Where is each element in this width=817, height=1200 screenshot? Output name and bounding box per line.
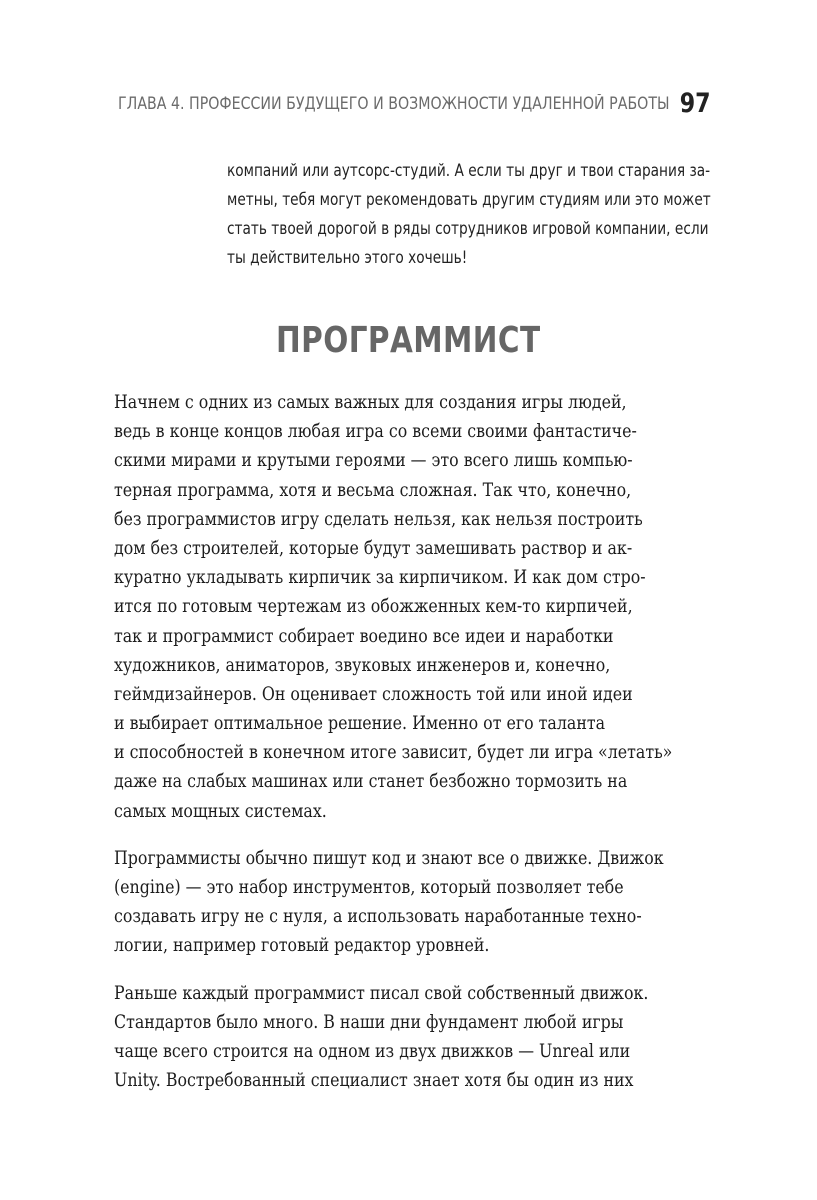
page-number: 97	[680, 88, 711, 119]
sidebar-note-line: стать твоей дорогой в ряды сотрудников игровой компании, если	[227, 219, 709, 238]
text-line: чаще всего строится на одном из двух движков — Unreal или	[114, 1040, 631, 1062]
text-line: ится по готовым чертежам из обожженных кем-то кирпичей,	[114, 596, 633, 618]
text-line: дом без строителей, которые будут замешивать раствор и ак-	[114, 537, 633, 559]
paragraph	[114, 844, 704, 961]
chapter-title: ГЛАВА 4. ПРОФЕССИИ БУДУЩЕГО И ВОЗМОЖНОСТИ УДАЛЕННОЙ РАБОТЫ	[118, 94, 670, 113]
text-line: самых мощных системах.	[114, 800, 327, 822]
text-line: (engine) — это набор инструментов, который позволяет тебе	[114, 877, 624, 898]
sidebar-note-line: ты действительно этого хочешь!	[227, 248, 468, 267]
text-line: терная программа, хотя и весьма сложная. Так что, конечно,	[114, 479, 632, 501]
text-line: ведь в конце концов любая игра со всеми своими фантастиче-	[114, 421, 637, 443]
text-line: так и программист собирает воедино все идеи и наработки	[114, 625, 614, 647]
text-line: создавать игру не с нуля, а использовать наработанные техно-	[114, 906, 642, 928]
section-heading	[0, 320, 817, 361]
text-line: художников, аниматоров, звуковых инженеров и, конечно,	[114, 654, 611, 676]
text-line: Unity. Востребованный специалист знает хотя бы один из них	[114, 1070, 634, 1092]
text-line: Раньше каждый программист писал свой собственный движок.	[114, 982, 649, 1004]
text-line: и выбирает оптимальное решение. Именно от его таланта	[114, 713, 606, 735]
sidebar-note-line: метны, тебя могут рекомендовать другим студиям или это может	[227, 190, 711, 209]
text-line: без программистов игру сделать нельзя, как нельзя построить	[114, 508, 643, 530]
text-line: геймдизайнеров. Он оценивает сложность той или иной идеи	[114, 683, 633, 705]
paragraph	[114, 388, 704, 826]
text-line: Стандартов было много. В наши дни фундамент любой игры	[114, 1011, 624, 1033]
sidebar-note-line: компаний или аутсорс-студий. А если ты друг и твои старания за-	[227, 161, 711, 180]
sidebar-note	[227, 156, 711, 272]
text-line: и способностей в конечном итоге зависит, будет ли игра «летать»	[114, 742, 673, 764]
text-line: логии, например готовый редактор уровней.	[114, 935, 490, 957]
body-text	[114, 388, 704, 1095]
text-line: Программисты обычно пишут код и знают все о движке. Движок	[114, 847, 664, 869]
section-heading-text: ПРОГРАММИСТ	[276, 320, 541, 361]
running-head	[118, 88, 715, 122]
paragraph	[114, 979, 704, 1096]
text-line: Начнем с одних из самых важных для создания игры людей,	[114, 392, 627, 413]
text-line: даже на слабых машинах или станет безбожно тормозить на	[114, 771, 628, 793]
text-line: куратно укладывать кирпичик за кирпичиком. И как дом стро-	[114, 567, 646, 589]
text-line: скими мирами и крутыми героями — это всего лишь компью-	[114, 450, 633, 472]
